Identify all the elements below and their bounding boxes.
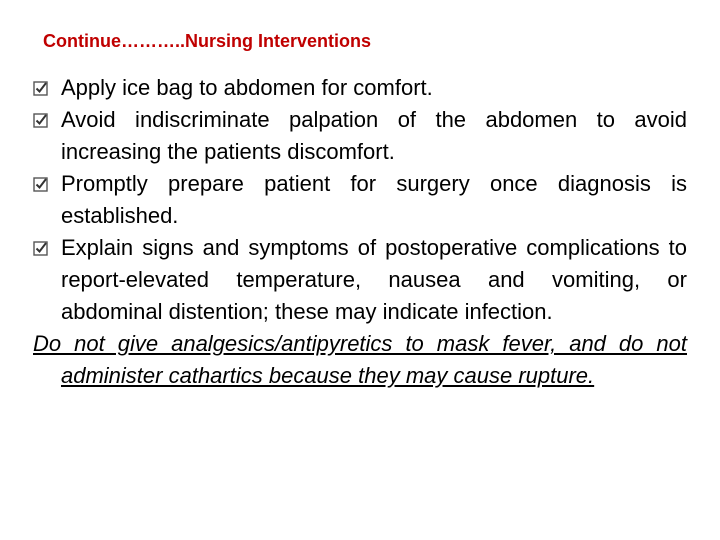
checked-box-icon xyxy=(33,240,49,256)
warning-note: Do not give analgesics/antipyretics to mask fever, and do not administer cathartics because they may cause rupture. xyxy=(33,331,687,388)
list-item xyxy=(33,232,687,328)
checked-box-icon xyxy=(33,176,49,192)
list-item xyxy=(33,104,687,168)
list-item-text: Apply ice bag to abdomen for comfort. xyxy=(61,75,433,100)
slide-content xyxy=(33,72,687,392)
list-item-text: Promptly prepare patient for surgery once diagnosis is established. xyxy=(61,171,687,228)
checked-box-icon xyxy=(33,112,49,128)
list-item xyxy=(33,168,687,232)
list-item-text: Explain signs and symptoms of postoperative complications to report-elevated temperature, nausea and vomiting, or abdominal distention; these may indicate infection. xyxy=(61,235,687,324)
checked-box-icon xyxy=(33,80,49,96)
slide-title: Continue………..Nursing Interventions xyxy=(43,31,372,51)
list-item xyxy=(33,72,687,104)
list-item-text: Avoid indiscriminate palpation of the abdomen to avoid increasing the patients discomfort. xyxy=(61,107,687,164)
